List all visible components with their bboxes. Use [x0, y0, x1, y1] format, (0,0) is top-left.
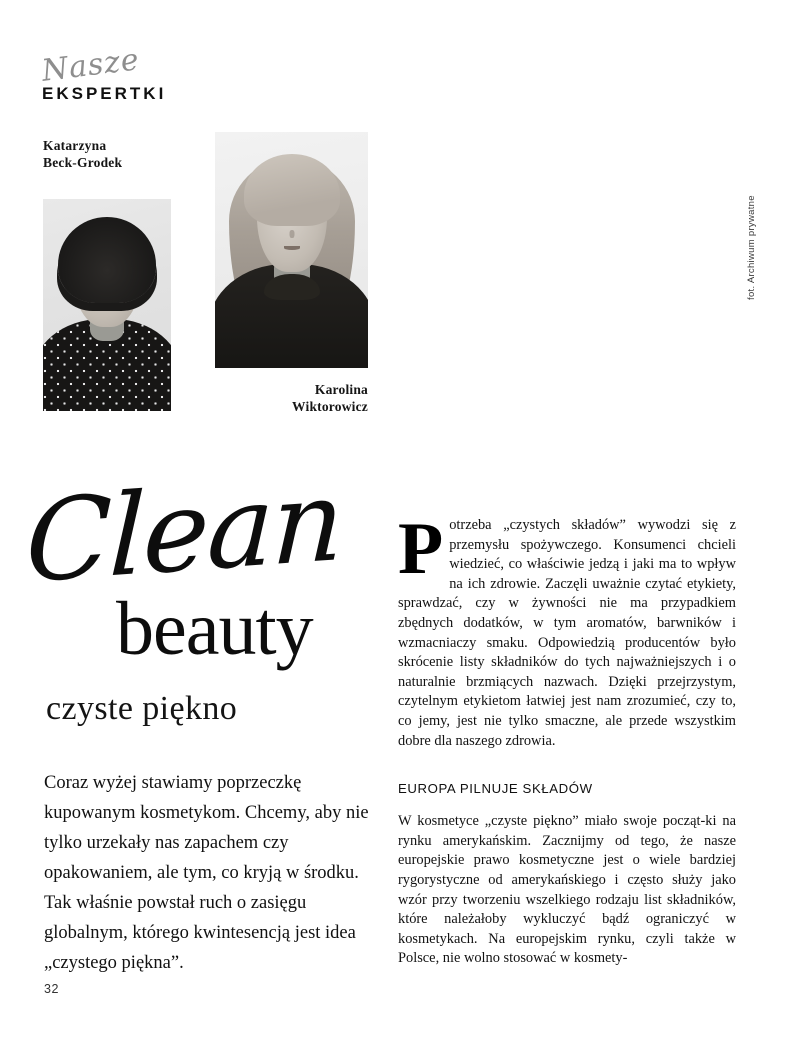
- article-section-paragraph: W kosmetyce „czyste piękno” miało swoje począt-ki na rynku amerykańskim. Zacznijmy od tego, że nasze europejskie prawo kosmetyczne jest o wiele bardziej rygorystyczne od amerykańskiego i często służy jako wzór przy tworzeniu wszelkiego rodzaju list składników, które należałoby wykluczyć bądź ograniczyć w kosmetykach. Na europejskim rynku, czyli także w Polsce, nie wolno stosować w kosmety-: [398, 813, 736, 967]
- caption-expert-1: [43, 137, 122, 171]
- headline-script-word: Clean: [23, 455, 345, 609]
- caption-expert-2-line1: Karolina: [314, 382, 368, 397]
- mouth-b: [284, 246, 300, 250]
- photo-credit: fot. Archiwum prywatne: [746, 195, 757, 300]
- section-kicker: [39, 42, 302, 108]
- hair-a: [58, 217, 156, 303]
- kicker-main-word: EKSPERTKI: [42, 84, 167, 103]
- mouth-a: [99, 303, 115, 307]
- caption-expert-2: [228, 381, 368, 415]
- article-intro-paragraph: Potrzeba „czystych składów” wywodzi się z przemysłu spożywczego. Konsumenci chcieli wiedzieć, co właściwie jedzą i jaki ma to wpływ na ich zdrowie. Zaczęli uważnie czytać etykiety, sprawdzać, czy w żywności nie ma przypadkiem zbędnych dodatków, w tym aromatów, barwników i wzmacniaczy smaku. Odpowiedzią producentów było skrócenie listy składników do tych najważniejszych i o naturalnie brzmiących nazwach. Dzięki przejrzystym, czytelnym etykietom łatwiej jest nam zrozumieć, czy to, co jemy, jest nie tylko smaczne, ale przede wszystkim dobre dla naszego zdrowia.: [398, 508, 736, 749]
- kicker-script-word: Nasze: [39, 42, 142, 89]
- caption-expert-1-line2: Beck-Grodek: [43, 155, 123, 170]
- article-subtitle: czyste piękno: [46, 690, 238, 727]
- portrait-photo-katarzyna-beck-grodek: [43, 199, 171, 411]
- portrait-photo-karolina-wiktorowicz: [215, 132, 368, 368]
- article-section-heading: EUROPA PILNUJE SKŁADÓW: [398, 781, 593, 797]
- caption-expert-2-line2: Wiktorowicz: [292, 399, 368, 414]
- caption-expert-1-line1: Katarzyna: [43, 138, 107, 153]
- article-headline: [23, 455, 384, 671]
- article-body-column: [398, 508, 736, 969]
- turtleneck-collar-b: [264, 274, 320, 300]
- lead-paragraph: Coraz wyżej stawiamy poprzeczkę kupowanym kosmetykom. Chcemy, aby nie tylko urzekały nas zapachem czy opakowaniem, ale tym, co kryją w środku. Tak właśnie powstał ruch o zasięgu globalnym, którego kwintesencją jest idea „czystego piękna”.: [44, 773, 369, 973]
- page-number: 32: [44, 982, 59, 996]
- headline-serif-word: beauty: [116, 587, 313, 671]
- nose-b: [289, 230, 294, 238]
